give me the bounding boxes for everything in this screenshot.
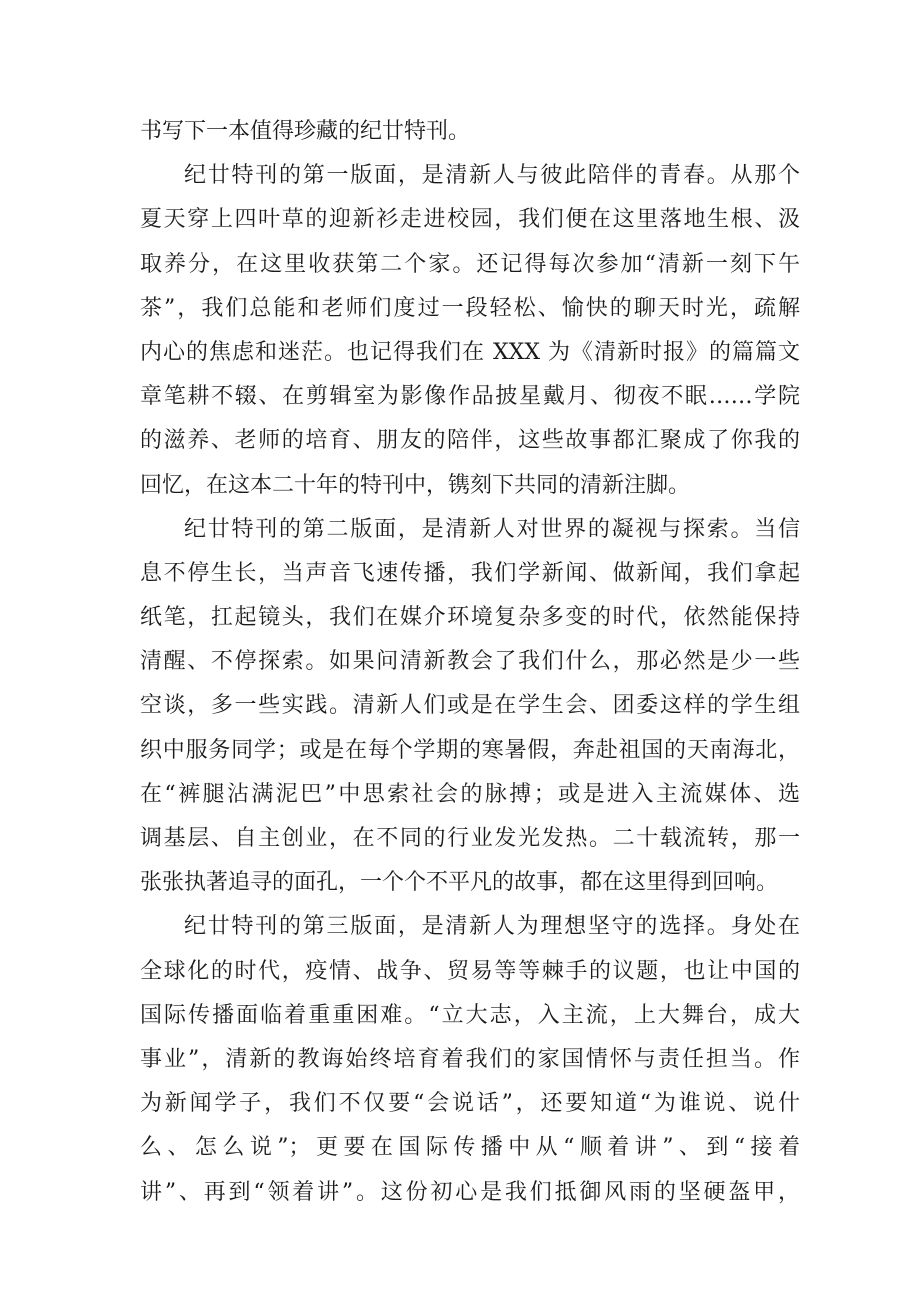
text-line: 为新闻学子，我们不仅要“会说话”，还要知道“为谁说、说什 <box>140 1091 800 1117</box>
text-line: 在“裤腿沾满泥巴”中思索社会的脉搏；或是进入主流媒体、选 <box>140 781 800 807</box>
text-line: 纪廿特刊的第三版面，是清新人为理想坚守的选择。身处在 <box>184 914 800 940</box>
text-line: 空谈，多一些实践。清新人们或是在学生会、团委这样的学生组 <box>140 693 800 719</box>
text-line: 章笔耕不辍、在剪辑室为影像作品披星戴月、彻夜不眠……学院 <box>140 384 800 410</box>
text-line: 全球化的时代，疫情、战争、贸易等等棘手的议题，也让中国的 <box>140 958 800 984</box>
paragraph <box>140 508 800 906</box>
text-line: 纪廿特刊的第二版面，是清新人对世界的凝视与探索。当信 <box>184 516 800 542</box>
paragraph <box>140 154 800 508</box>
paragraph <box>140 110 800 154</box>
text-line: 事业”，清新的教诲始终培育着我们的家国情怀与责任担当。作 <box>140 1046 800 1072</box>
body-text <box>140 110 800 1215</box>
text-line: 回忆，在这本二十年的特刊中，镌刻下共同的清新注脚。 <box>140 472 691 498</box>
text-line: 内心的焦虑和迷茫。也记得我们在 XXX 为《清新时报》的篇篇文 <box>140 339 800 365</box>
text-line: 张张执著追寻的面孔，一个个不平凡的故事，都在这里得到回响。 <box>140 870 779 896</box>
text-line: 国际传播面临着重重困难。“立大志，入主流，上大舞台，成大 <box>140 1002 800 1028</box>
text-line: 调基层、自主创业，在不同的行业发光发热。二十载流转，那一 <box>140 826 800 851</box>
paragraph <box>140 905 800 1214</box>
text-line: 的滋养、老师的培育、朋友的陪伴，这些故事都汇聚成了你我的 <box>140 428 800 454</box>
text-line: 清醒、不停探索。如果问清新教会了我们什么，那必然是少一些 <box>140 649 800 675</box>
text-line: 织中服务同学；或是在每个学期的寒暑假，奔赴祖国的天南海北， <box>140 737 800 763</box>
text-line: 讲”、再到“领着讲”。这份初心是我们抵御风雨的坚硬盔甲， <box>140 1179 800 1205</box>
text-line: 夏天穿上四叶草的迎新衫走进校园，我们便在这里落地生根、汲 <box>140 207 800 233</box>
text-line: 纸笔，扛起镜头，我们在媒介环境复杂多变的时代，依然能保持 <box>140 605 800 631</box>
text-line: 取养分，在这里收获第二个家。还记得每次参加“清新一刻下午 <box>140 251 800 277</box>
text-line: 纪廿特刊的第一版面，是清新人与彼此陪伴的青春。从那个 <box>184 163 800 189</box>
text-line: 书写下一本值得珍藏的纪廿特刊。 <box>140 119 471 144</box>
text-line: 茶”，我们总能和老师们度过一段轻松、愉快的聊天时光，疏解 <box>140 295 800 321</box>
text-line: 息不停生长，当声音飞速传播，我们学新闻、做新闻，我们拿起 <box>140 560 800 586</box>
text-line: 么、怎么说”；更要在国际传播中从“顺着讲”、到“接着 <box>140 1135 800 1161</box>
